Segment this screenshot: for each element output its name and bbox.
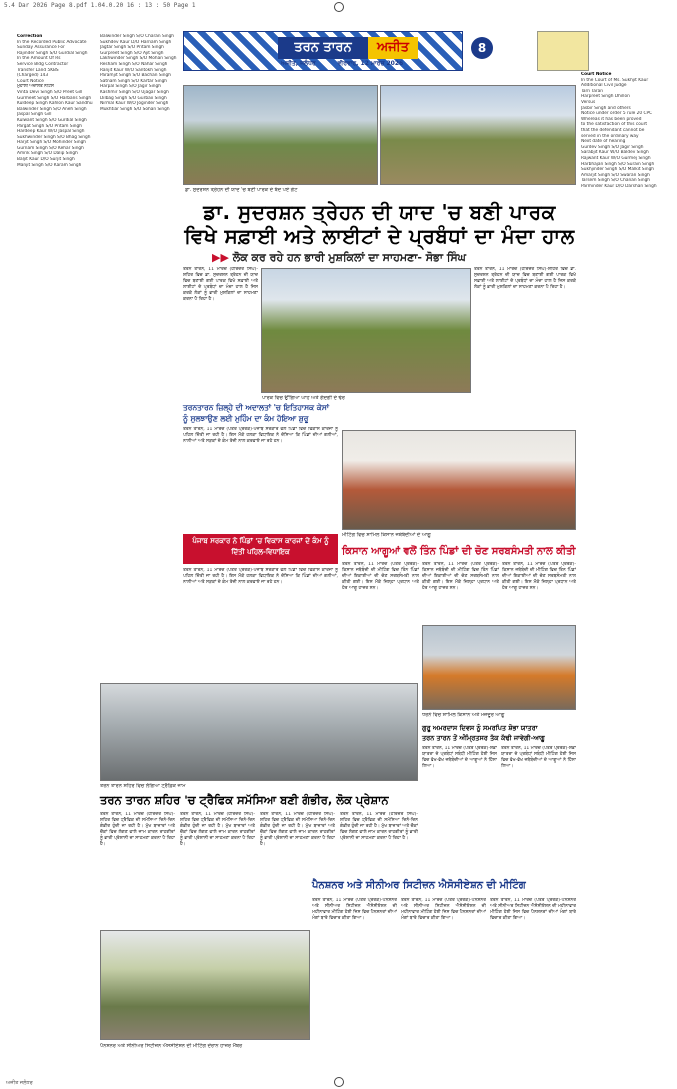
right-column-line: Additional Civil Judge (581, 83, 627, 89)
second-column-line: Balwinder Singh S/O Charan Singh (100, 34, 175, 39)
arrow-icon: ▶▶ (212, 251, 229, 264)
left-column-line: Hardeep Kaur W/O Jaspal Singh (17, 129, 85, 135)
traffic-headline: ਤਰਨ ਤਾਰਨ ਸ਼ਹਿਰ 'ਚ ਟ੍ਰੈਫਿਕ ਸਮੱਸਿਆ ਬਣੀ ਗੰਭੀਰ, ਲੋਕ ਪ੍ਰੇਸ਼ਾਨ (100, 793, 389, 807)
left-column-line: Pargat Singh S/O Pritam Singh (17, 123, 82, 129)
right-column-line: Sukhjinder Singh S/O Malkit Singh (581, 167, 655, 173)
second-column-line: Jagtar Singh S/O Pritam Singh (100, 45, 164, 51)
left-column-line: Harjit Singh S/O Mohinder Singh (17, 140, 87, 146)
park-grass-caption: ਪਾਰਕ ਵਿਚ ਉੱਗਿਆ ਘਾਹ ਅਤੇ ਗੰਦਗੀ ਦੇ ਢੇਰ (262, 395, 345, 401)
masthead-date: ਵੀਰਵਾਰ, 12 ਮਾਰਚ 2026 (337, 60, 404, 67)
left-column-line: Balwinder Singh S/O Aneh Singh (17, 106, 87, 112)
right-column-line: Parminder Kaur D/O Darshan Singh (581, 183, 657, 189)
top-story-headline-1: ਡਾ. ਸੁਦਰਸ਼ਨ ਤ੍ਰੇਹਨ ਦੀ ਯਾਦ 'ਚ ਬਣੀ ਪਾਰਕ (203, 200, 556, 224)
second-column-line: Gurpreet Singh S/O Ajit Singh (100, 50, 164, 56)
right-column-line: to the satisfaction of this court (581, 122, 648, 128)
right-column-line: Rajwant Kaur W/O Gurmej Singh (581, 155, 651, 161)
masthead-edition-date (281, 60, 451, 70)
pensioners-body-3: ਤਰਨ ਤਾਰਨ, 11 ਮਾਰਚ (ਪੱਤਰ ਪ੍ਰੇਰਕ)-ਪੈਨਸ਼ਨਰ ਅਤੇ ਸੀਨੀਅਰ ਸਿਟੀਜ਼ਨ ਐਸੋਸੀਏਸ਼ਨ ਦੀ ਮਹੀਨਾਵਾਰ ਮੀਟਿੰਗ ਹੋਈ ਜਿਸ ਵਿਚ ਪੈਨਸ਼ਨਰਾਂ ਦੀਆਂ ਮੰਗਾਂ ਬਾਰੇ ਵਿਚਾਰ ਕੀਤਾ ਗਿਆ। (490, 898, 576, 921)
protest-body-1: ਤਰਨ ਤਾਰਨ, 11 ਮਾਰਚ (ਪੱਤਰ ਪ੍ਰੇਰਕ)-ਸ਼ੋਭਾ ਯਾਤਰਾ ਦੇ ਪ੍ਰਬੰਧਾਂ ਸਬੰਧੀ ਮੀਟਿੰਗ ਹੋਈ ਜਿਸ ਵਿਚ ਵੱਖ-ਵੱਖ ਜਥੇਬੰਦੀਆਂ ਦੇ ਆਗੂਆਂ ਨੇ ਹਿੱਸਾ ਲਿਆ। (422, 746, 497, 769)
right-column-line: that the defendant cannot be (581, 127, 645, 133)
story-three-body-2: ਤਰਨ ਤਾਰਨ, 11 ਮਾਰਚ (ਪੱਤਰ ਪ੍ਰੇਰਕ)-ਕਿਸਾਨ ਜਥੇਬੰਦੀ ਦੀ ਮੀਟਿੰਗ ਵਿਚ ਤਿੰਨ ਪਿੰਡਾਂ ਦੀਆਂ ਇਕਾਈਆਂ ਦੀ ਚੋਣ ਸਰਬਸੰਮਤੀ ਨਾਲ ਕੀਤੀ ਗਈ। ਇਸ ਮੌਕੇ ਜ਼ਿਲ੍ਹਾ ਪ੍ਰਧਾਨ ਅਤੇ ਹੋਰ ਆਗੂ ਹਾਜ਼ਰ ਸਨ। (422, 562, 499, 591)
masthead-city: ਤਰਨ ਤਾਰਨ (278, 37, 368, 59)
second-column-line: Dilbag Singh S/O Gurbax Singh (100, 95, 167, 101)
left-column-line: (Charged) 143 (17, 73, 49, 79)
left-column-line: Service Bldg Contractor (17, 61, 69, 67)
second-column-line: Paramjit Singh S/O Bachan Singh (100, 73, 171, 79)
left-column-line: Kulwant Singh S/O Gurdial Singh (17, 117, 87, 123)
second-column-line: Sukhdev Kaur D/O Harnam Singh (100, 39, 172, 45)
corner-advertisement (537, 31, 589, 71)
right-column-line: Amarjit Singh S/O Swaran Singh (581, 172, 650, 178)
top-story-headline-2: ਵਿਖੇ ਸਫ਼ਾਈ ਅਤੇ ਲਾਈਟਾਂ ਦੇ ਪ੍ਰਬੰਧਾਂ ਦਾ ਮੰਦਾ ਹਾਲ (184, 224, 575, 248)
left-column-line: Sunday Assurance For (17, 45, 65, 51)
right-column-line: Harbhajan Singh S/O Surain Singh (581, 161, 655, 167)
story-two-headline-2: ਨੂੰ ਸੁਲਝਾਉਣ ਲਈ ਮੁਹਿੰਮ ਦਾ ਕੰਮ ਹੋਇਆ ਸ਼ੁਰੂ (183, 414, 309, 423)
left-column-line: Gurnam Singh S/O Kehar Singh (17, 145, 84, 151)
right-column-line: Versus (581, 99, 596, 105)
left-column-line: Transfer Land 5KBS (17, 67, 59, 73)
protest-photo-caption: ਧਰਨੇ ਵਿਚ ਸ਼ਾਮਿਲ ਕਿਸਾਨ ਅਤੇ ਮਜ਼ਦੂਰ ਆਗੂ (422, 712, 505, 718)
story-three-headline: ਕਿਸਾਨ ਆਗੂਆਂ ਵਲੋਂ ਤਿੰਨ ਪਿੰਡਾਂ ਦੀ ਚੋਣ ਸਰਬਸੰਮਤੀ ਨਾਲ ਕੀਤੀ (342, 546, 576, 557)
meeting-photo-caption: ਮੀਟਿੰਗ ਵਿਚ ਸ਼ਾਮਿਲ ਕਿਸਾਨ ਜਥੇਬੰਦੀਆਂ ਦੇ ਆਗੂ (342, 532, 431, 538)
right-column-line: In the Court of Ms. Sukhjit Kaur (581, 77, 649, 83)
right-column-line: Harpreet Singh Dhillon (581, 94, 630, 100)
traffic-body-1: ਤਰਨ ਤਾਰਨ, 11 ਮਾਰਚ (ਹਰਿੰਦਰ ਸਿੰਘ)-ਸ਼ਹਿਰ ਵਿਚ ਟ੍ਰੈਫਿਕ ਦੀ ਸਮੱਸਿਆ ਦਿਨੋ-ਦਿਨ ਗੰਭੀਰ ਹੁੰਦੀ ਜਾ ਰਹੀ ਹੈ। ਮੁੱਖ ਬਾਜ਼ਾਰਾਂ ਅਤੇ ਚੌਕਾਂ ਵਿਚ ਲੱਗਣ ਵਾਲੇ ਜਾਮ ਕਾਰਨ ਰਾਹਗੀਰਾਂ ਨੂੰ ਭਾਰੀ ਪ੍ਰੇਸ਼ਾਨੀ ਦਾ ਸਾਹਮਣਾ ਕਰਨਾ ਪੈ ਰਿਹਾ ਹੈ। (100, 812, 175, 847)
print-info-bar: 5.4 Dar 2026 Page 8.pdf 1.04.0.20 16 : 13 : 50 Page 1 (4, 2, 196, 9)
protest-body-2: ਤਰਨ ਤਾਰਨ, 11 ਮਾਰਚ (ਪੱਤਰ ਪ੍ਰੇਰਕ)-ਸ਼ੋਭਾ ਯਾਤਰਾ ਦੇ ਪ੍ਰਬੰਧਾਂ ਸਬੰਧੀ ਮੀਟਿੰਗ ਹੋਈ ਜਿਸ ਵਿਚ ਵੱਖ-ਵੱਖ ਜਥੇਬੰਦੀਆਂ ਦੇ ਆਗੂਆਂ ਨੇ ਹਿੱਸਾ ਲਿਆ। (501, 746, 576, 769)
traffic-body-4: ਤਰਨ ਤਾਰਨ, 11 ਮਾਰਚ (ਹਰਿੰਦਰ ਸਿੰਘ)-ਸ਼ਹਿਰ ਵਿਚ ਟ੍ਰੈਫਿਕ ਦੀ ਸਮੱਸਿਆ ਦਿਨੋ-ਦਿਨ ਗੰਭੀਰ ਹੁੰਦੀ ਜਾ ਰਹੀ ਹੈ। ਮੁੱਖ ਬਾਜ਼ਾਰਾਂ ਅਤੇ ਚੌਕਾਂ ਵਿਚ ਲੱਗਣ ਵਾਲੇ ਜਾਮ ਕਾਰਨ ਰਾਹਗੀਰਾਂ ਨੂੰ ਭਾਰੀ ਪ੍ਰੇਸ਼ਾਨੀ ਦਾ ਸਾਹਮਣਾ ਕਰਨਾ ਪੈ ਰਿਹਾ ਹੈ। (340, 812, 418, 841)
left-column-line: Amrik Singh S/O Dalip Singh (17, 151, 78, 157)
meeting-photo (342, 430, 576, 530)
left-column-line: Vinta Devi Singh S/O Preet Gill (17, 89, 83, 95)
second-column-line: Mukhtiar Singh S/O Sohan Singh (100, 106, 170, 112)
story-two-headline-1: ਤਰਨਤਾਰਨ ਜ਼ਿਲ੍ਹੇ ਦੀ ਅਦਾਲਤਾਂ 'ਚ ਇਤਿਹਾਸਕ ਕੇਸਾਂ (183, 403, 330, 412)
protest-photo (422, 625, 576, 710)
top-story-subhead-text: ਲੋਕ ਕਰ ਰਹੇ ਹਨ ਭਾਰੀ ਮੁਸ਼ਕਿਲਾਂ ਦਾ ਸਾਹਮਣਾ- ਸੋਭਾ ਸਿੰਘ (232, 251, 466, 264)
left-column-line: Jaspal Singh Gill (17, 112, 52, 118)
bottom-info-bar: ਅਜੀਤ ਜਲੰਧਰ (6, 1080, 33, 1086)
left-column-line: Court Notice (17, 78, 44, 84)
left-column-line: Gurmeet Singh S/O Harbans Singh (17, 95, 92, 101)
masthead-paper: ਅਜੀਤ (368, 37, 418, 59)
traffic-body-3: ਤਰਨ ਤਾਰਨ, 11 ਮਾਰਚ (ਹਰਿੰਦਰ ਸਿੰਘ)-ਸ਼ਹਿਰ ਵਿਚ ਟ੍ਰੈਫਿਕ ਦੀ ਸਮੱਸਿਆ ਦਿਨੋ-ਦਿਨ ਗੰਭੀਰ ਹੁੰਦੀ ਜਾ ਰਹੀ ਹੈ। ਮੁੱਖ ਬਾਜ਼ਾਰਾਂ ਅਤੇ ਚੌਕਾਂ ਵਿਚ ਲੱਗਣ ਵਾਲੇ ਜਾਮ ਕਾਰਨ ਰਾਹਗੀਰਾਂ ਨੂੰ ਭਾਰੀ ਪ੍ਰੇਸ਼ਾਨੀ ਦਾ ਸਾਹਮਣਾ ਕਰਨਾ ਪੈ ਰਿਹਾ ਹੈ। (260, 812, 335, 847)
second-column-line: Resham Singh S/O Nahar Singh (100, 61, 168, 67)
left-column-line: Rajinder Singh S/O Gurdial Singh (17, 50, 88, 56)
protest-headline-2: ਤਰਨ ਤਾਰਨ ਤੋਂ ਅੰਮ੍ਰਿਤਸਰ ਤੱਕ ਕੱਢੀ ਜਾਵੇਗੀ-ਆਗੂ (422, 734, 545, 742)
traffic-photo (100, 683, 418, 781)
pensioners-photo (100, 930, 310, 1040)
right-classifieds-column (581, 72, 661, 1067)
traffic-photo-caption: ਤਰਨ ਤਾਰਨ ਸ਼ਹਿਰ ਵਿਚ ਲੱਗਿਆ ਟ੍ਰੈਫ਼ਿਕ ਜਾਮ (100, 783, 186, 789)
traffic-body-2: ਤਰਨ ਤਾਰਨ, 11 ਮਾਰਚ (ਹਰਿੰਦਰ ਸਿੰਘ)-ਸ਼ਹਿਰ ਵਿਚ ਟ੍ਰੈਫਿਕ ਦੀ ਸਮੱਸਿਆ ਦਿਨੋ-ਦਿਨ ਗੰਭੀਰ ਹੁੰਦੀ ਜਾ ਰਹੀ ਹੈ। ਮੁੱਖ ਬਾਜ਼ਾਰਾਂ ਅਤੇ ਚੌਕਾਂ ਵਿਚ ਲੱਗਣ ਵਾਲੇ ਜਾਮ ਕਾਰਨ ਰਾਹਗੀਰਾਂ ਨੂੰ ਭਾਰੀ ਪ੍ਰੇਸ਼ਾਨੀ ਦਾ ਸਾਹਮਣਾ ਕਰਨਾ ਪੈ ਰਿਹਾ ਹੈ। (180, 812, 255, 847)
second-column-line: Nirmal Kaur W/O Joginder Singh (100, 101, 169, 107)
left-column-line: In the Amount Of Rs (17, 56, 61, 62)
registration-mark-icon (334, 2, 344, 12)
left-column-line: Baljit Kaur D/O Surjit Singh (17, 157, 75, 163)
masthead-edition: ਅਜੀਤ, ਜਲੰਧਰ (281, 60, 316, 67)
second-column-line: Lakhwinder Singh S/O Mohan Singh (100, 56, 177, 62)
left-column-line: In the Recorded Public Advocate (17, 39, 87, 45)
park-ground-photo (380, 85, 576, 185)
right-column-line: Tarsem Singh S/O Chanan Singh (581, 178, 651, 184)
right-column-line: Next date of hearing (581, 139, 626, 145)
park-photo-caption: ਡਾ. ਸੁਦਰਸ਼ਨ ਤ੍ਰੇਹਨ ਦੀ ਯਾਦ 'ਚ ਬਣੀ ਪਾਰਕ ਦੇ ਬੰਦ ਪਏ ਗੇਟ (185, 187, 298, 193)
masthead (183, 31, 495, 71)
right-column-line: Sarabjit Kaur W/O Baldev Singh (581, 150, 649, 156)
left-column-line: Kuldeep Singh Kahlon Kaur Sandhu (17, 101, 93, 107)
protest-headline-1: ਗੁਰੂ ਅਮਰਦਾਸ ਦਿਵਸ ਨੂੰ ਸਮਰਪਿਤ ਸ਼ੋਭਾ ਯਾਤਰਾ (422, 724, 538, 732)
left-classifieds-column (17, 34, 97, 1069)
second-column-line: Satnam Singh S/O Kartar Singh (100, 78, 168, 84)
left-column-line: Manjit Singh S/O Karam Singh (17, 162, 82, 168)
right-column-line: Tarn Taran (581, 88, 603, 94)
left-column-line: Sukhwinder Singh S/O Bhag Singh (17, 134, 91, 140)
page-number: 8 (471, 37, 493, 59)
second-column-line: Harpal Singh S/O Jagir Singh (100, 84, 161, 90)
right-column-line: Jasbir Singh and others (581, 105, 631, 111)
right-column-line: Gurdev Singh S/O Jagir Singh (581, 144, 644, 150)
park-gate-photo (183, 85, 378, 185)
second-column-line: Ranjit Kaur W/O Santokh Singh (100, 67, 167, 73)
pensioners-body-1: ਤਰਨ ਤਾਰਨ, 11 ਮਾਰਚ (ਪੱਤਰ ਪ੍ਰੇਰਕ)-ਪੈਨਸ਼ਨਰ ਅਤੇ ਸੀਨੀਅਰ ਸਿਟੀਜ਼ਨ ਐਸੋਸੀਏਸ਼ਨ ਦੀ ਮਹੀਨਾਵਾਰ ਮੀਟਿੰਗ ਹੋਈ ਜਿਸ ਵਿਚ ਪੈਨਸ਼ਨਰਾਂ ਦੀਆਂ ਮੰਗਾਂ ਬਾਰੇ ਵਿਚਾਰ ਕੀਤਾ ਗਿਆ। (312, 898, 397, 921)
left-column-head: Correction (17, 34, 43, 39)
top-story-subhead (212, 251, 576, 265)
story-two-intro: ਤਰਨ ਤਾਰਨ, 11 ਮਾਰਚ (ਪੱਤਰ ਪ੍ਰੇਰਕ)-ਪੰਜਾਬ ਸਰਕਾਰ ਵਲੋਂ ਪਿੰਡਾਂ ਵਿਚ ਵਿਕਾਸ ਕਾਰਜਾਂ ਨੂੰ ਪਹਿਲ ਦਿੱਤੀ ਜਾ ਰਹੀ ਹੈ। ਇਸ ਮੌਕੇ ਹਲਕਾ ਵਿਧਾਇਕ ਨੇ ਦੱਸਿਆ ਕਿ ਪਿੰਡਾਂ ਦੀਆਂ ਗਲੀਆਂ, ਨਾਲੀਆਂ ਅਤੇ ਸੜਕਾਂ ਦੇ ਕੰਮ ਤੇਜ਼ੀ ਨਾਲ ਕਰਵਾਏ ਜਾ ਰਹੇ ਹਨ। (183, 427, 338, 444)
top-story-body-left: ਤਰਨ ਤਾਰਨ, 11 ਮਾਰਚ (ਹਰਿੰਦਰ ਸਿੰਘ)-ਸ਼ਹਿਰ ਵਿਚ ਡਾ. ਸੁਦਰਸ਼ਨ ਤ੍ਰੇਹਨ ਦੀ ਯਾਦ ਵਿਚ ਬਣਾਈ ਗਈ ਪਾਰਕ ਵਿਖੇ ਸਫ਼ਾਈ ਅਤੇ ਲਾਈਟਾਂ ਦੇ ਪ੍ਰਬੰਧਾਂ ਦਾ ਮੰਦਾ ਹਾਲ ਹੈ ਜਿਸ ਕਰਕੇ ਲੋਕਾਂ ਨੂੰ ਭਾਰੀ ਮੁਸ਼ਕਿਲਾਂ ਦਾ ਸਾਹਮਣਾ ਕਰਨਾ ਪੈ ਰਿਹਾ ਹੈ। (183, 267, 258, 302)
right-column-head: Court Notice (581, 72, 612, 77)
registration-mark-icon (334, 1077, 344, 1087)
pensioners-photo-caption: ਪੈਨਸ਼ਨਰ ਅਤੇ ਸੀਨੀਅਰ ਸਿਟੀਜ਼ਨ ਐਸੋਸੀਏਸ਼ਨ ਦੀ ਮੀਟਿੰਗ ਦੌਰਾਨ ਹਾਜ਼ਰ ਮੈਂਬਰ (100, 1043, 243, 1049)
top-story-body-right: ਤਰਨ ਤਾਰਨ, 11 ਮਾਰਚ (ਹਰਿੰਦਰ ਸਿੰਘ)-ਸ਼ਹਿਰ ਵਿਚ ਡਾ. ਸੁਦਰਸ਼ਨ ਤ੍ਰੇਹਨ ਦੀ ਯਾਦ ਵਿਚ ਬਣਾਈ ਗਈ ਪਾਰਕ ਵਿਖੇ ਸਫ਼ਾਈ ਅਤੇ ਲਾਈਟਾਂ ਦੇ ਪ੍ਰਬੰਧਾਂ ਦਾ ਮੰਦਾ ਹਾਲ ਹੈ ਜਿਸ ਕਰਕੇ ਲੋਕਾਂ ਨੂੰ ਭਾਰੀ ਮੁਸ਼ਕਿਲਾਂ ਦਾ ਸਾਹਮਣਾ ਕਰਨਾ ਪੈ ਰਿਹਾ ਹੈ। (474, 267, 576, 290)
right-column-line: Whereas it has been proved (581, 116, 642, 122)
story-two-body: ਤਰਨ ਤਾਰਨ, 11 ਮਾਰਚ (ਪੱਤਰ ਪ੍ਰੇਰਕ)-ਪੰਜਾਬ ਸਰਕਾਰ ਵਲੋਂ ਪਿੰਡਾਂ ਵਿਚ ਵਿਕਾਸ ਕਾਰਜਾਂ ਨੂੰ ਪਹਿਲ ਦਿੱਤੀ ਜਾ ਰਹੀ ਹੈ। ਇਸ ਮੌਕੇ ਹਲਕਾ ਵਿਧਾਇਕ ਨੇ ਦੱਸਿਆ ਕਿ ਪਿੰਡਾਂ ਦੀਆਂ ਗਲੀਆਂ, ਨਾਲੀਆਂ ਅਤੇ ਸੜਕਾਂ ਦੇ ਕੰਮ ਤੇਜ਼ੀ ਨਾਲ ਕਰਵਾਏ ਜਾ ਰਹੇ ਹਨ। (183, 568, 338, 585)
story-three-body-3: ਤਰਨ ਤਾਰਨ, 11 ਮਾਰਚ (ਪੱਤਰ ਪ੍ਰੇਰਕ)-ਕਿਸਾਨ ਜਥੇਬੰਦੀ ਦੀ ਮੀਟਿੰਗ ਵਿਚ ਤਿੰਨ ਪਿੰਡਾਂ ਦੀਆਂ ਇਕਾਈਆਂ ਦੀ ਚੋਣ ਸਰਬਸੰਮਤੀ ਨਾਲ ਕੀਤੀ ਗਈ। ਇਸ ਮੌਕੇ ਜ਼ਿਲ੍ਹਾ ਪ੍ਰਧਾਨ ਅਤੇ ਹੋਰ ਆਗੂ ਹਾਜ਼ਰ ਸਨ। (502, 562, 576, 591)
right-column-line: Notice under order 5 rule 20 CPC (581, 111, 653, 117)
second-column-line: Kashmir Singh S/O Ujagar Singh (100, 89, 169, 95)
story-three-body-1: ਤਰਨ ਤਾਰਨ, 11 ਮਾਰਚ (ਪੱਤਰ ਪ੍ਰੇਰਕ)-ਕਿਸਾਨ ਜਥੇਬੰਦੀ ਦੀ ਮੀਟਿੰਗ ਵਿਚ ਤਿੰਨ ਪਿੰਡਾਂ ਦੀਆਂ ਇਕਾਈਆਂ ਦੀ ਚੋਣ ਸਰਬਸੰਮਤੀ ਨਾਲ ਕੀਤੀ ਗਈ। ਇਸ ਮੌਕੇ ਜ਼ਿਲ੍ਹਾ ਪ੍ਰਧਾਨ ਅਤੇ ਹੋਰ ਆਗੂ ਹਾਜ਼ਰ ਸਨ। (342, 562, 419, 591)
pensioners-headline: ਪੈਨਸ਼ਨਰ ਅਤੇ ਸੀਨੀਅਰ ਸਿਟੀਜ਼ਨ ਐਸੋਸੀਏਸ਼ਨ ਦੀ ਮੀਟਿੰਗ (312, 880, 526, 891)
right-column-line: served in the ordinary way (581, 133, 639, 139)
pensioners-body-2: ਤਰਨ ਤਾਰਨ, 11 ਮਾਰਚ (ਪੱਤਰ ਪ੍ਰੇਰਕ)-ਪੈਨਸ਼ਨਰ ਅਤੇ ਸੀਨੀਅਰ ਸਿਟੀਜ਼ਨ ਐਸੋਸੀਏਸ਼ਨ ਦੀ ਮਹੀਨਾਵਾਰ ਮੀਟਿੰਗ ਹੋਈ ਜਿਸ ਵਿਚ ਪੈਨਸ਼ਨਰਾਂ ਦੀਆਂ ਮੰਗਾਂ ਬਾਰੇ ਵਿਚਾਰ ਕੀਤਾ ਗਿਆ। (401, 898, 486, 921)
park-grass-photo (261, 268, 471, 393)
story-two-redbox: ਪੰਜਾਬ ਸਰਕਾਰ ਨੇ ਪਿੰਡਾਂ 'ਚ ਵਿਕਾਸ ਕਾਰਜਾਂ ਦੇ ਕੰਮ ਨੂੰ ਦਿੱਤੀ ਪਹਿਲ-ਵਿਧਾਇਕ (183, 534, 338, 564)
left-column-line: ਮੁਹਾਲੀ ਅਦਾਲਤ ਨੋਟਿਸ (17, 84, 54, 90)
